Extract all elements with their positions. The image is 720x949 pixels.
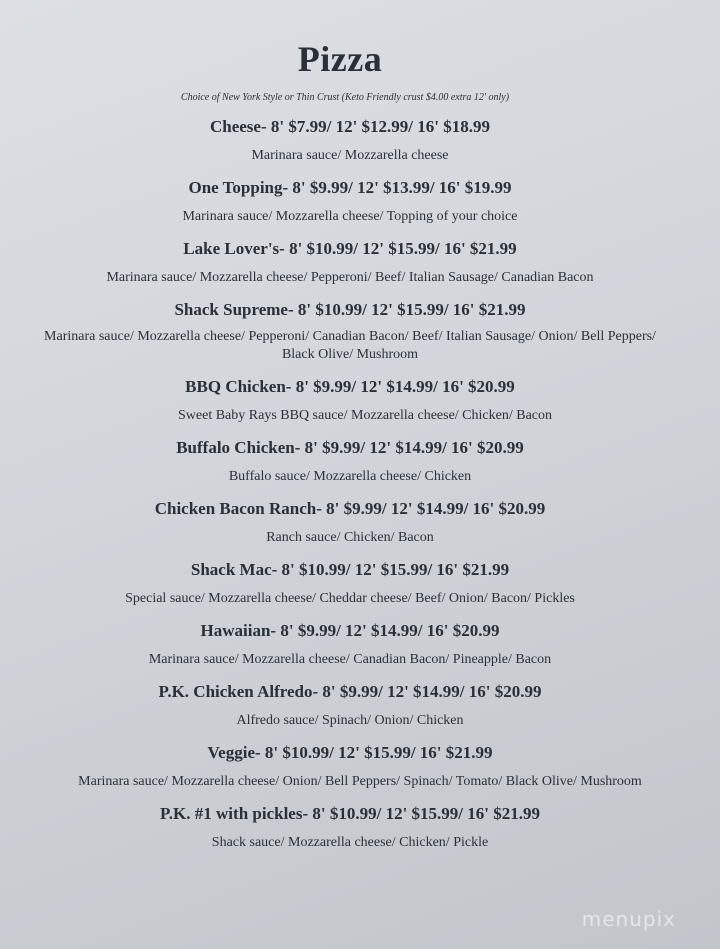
crust-note: Choice of New York Style or Thin Crust (Keto Friendly crust $4.00 extra 12' only) (180, 92, 510, 103)
menu-item-cheese (0, 112, 700, 173)
item-description: Special sauce/ Mozzarella cheese/ Cheddar cheese/ Beef/ Onion/ Bacon/ Pickles (125, 591, 575, 606)
menu-item-veggie (0, 738, 700, 799)
menu-item-pk-chicken-alfredo (0, 677, 700, 738)
menu-item-buffalo-chicken (0, 433, 700, 494)
item-description: Shack sauce/ Mozzarella cheese/ Chicken/ Pickle (211, 835, 489, 850)
item-name: Chicken Bacon Ranch- 8' $9.99/ 12' $14.99/ 16' $20.99 (154, 499, 546, 518)
item-name: Veggie- 8' $10.99/ 12' $15.99/ 16' $21.99 (207, 743, 493, 762)
item-description: Ranch sauce/ Chicken/ Bacon (266, 530, 434, 545)
item-name: Shack Mac- 8' $10.99/ 12' $15.99/ 16' $21.99 (190, 560, 510, 579)
item-name: Shack Supreme- 8' $10.99/ 12' $15.99/ 16' $21.99 (174, 300, 526, 319)
menu-item-shack-supreme (0, 295, 700, 372)
watermark-logo: menupix (581, 907, 676, 931)
menu-item-lake-lovers (0, 234, 700, 295)
menu-item-hawaiian (0, 616, 700, 677)
item-name: Buffalo Chicken- 8' $9.99/ 12' $14.99/ 16' $20.99 (176, 438, 524, 457)
item-name: Lake Lover's- 8' $10.99/ 12' $15.99/ 16' $21.99 (183, 239, 517, 258)
item-description: Sweet Baby Rays BBQ sauce/ Mozzarella cheese/ Chicken/ Bacon (178, 408, 552, 423)
menu-item-chicken-bacon-ranch (0, 494, 700, 555)
item-description: Marinara sauce/ Mozzarella cheese (251, 148, 449, 163)
page-title: Pizza (297, 39, 383, 79)
menu-items (0, 112, 700, 860)
item-name: One Topping- 8' $9.99/ 12' $13.99/ 16' $19.99 (188, 178, 512, 197)
menu-item-bbq-chicken (0, 372, 700, 433)
item-description: Alfredo sauce/ Spinach/ Onion/ Chicken (236, 713, 464, 728)
item-description: Marinara sauce/ Mozzarella cheese/ Topping of your choice (182, 209, 518, 224)
item-description: Marinara sauce/ Mozzarella cheese/ Pepperoni/ Canadian Bacon/ Beef/ Italian Sausage/ Onion/ Bell Peppers/ Black Olive/ Mushroom (44, 329, 656, 362)
item-name: Hawaiian- 8' $9.99/ 12' $14.99/ 16' $20.99 (200, 621, 500, 640)
item-description: Buffalo sauce/ Mozzarella cheese/ Chicken (228, 469, 472, 484)
item-name: P.K. #1 with pickles- 8' $10.99/ 12' $15.99/ 16' $21.99 (159, 804, 540, 823)
menu-item-shack-mac (0, 555, 700, 616)
item-description: Marinara sauce/ Mozzarella cheese/ Onion/ Bell Peppers/ Spinach/ Tomato/ Black Olive/ Mushroom (78, 774, 642, 789)
menu-item-pk-1-with-pickles (0, 799, 700, 860)
item-description: Marinara sauce/ Mozzarella cheese/ Pepperoni/ Beef/ Italian Sausage/ Canadian Bacon (106, 270, 594, 285)
item-description: Marinara sauce/ Mozzarella cheese/ Canadian Bacon/ Pineapple/ Bacon (148, 652, 552, 667)
item-name: Cheese- 8' $7.99/ 12' $12.99/ 16' $18.99 (209, 117, 490, 136)
menu-item-one-topping (0, 173, 700, 234)
item-name: BBQ Chicken- 8' $9.99/ 12' $14.99/ 16' $20.99 (185, 377, 515, 396)
item-name: P.K. Chicken Alfredo- 8' $9.99/ 12' $14.99/ 16' $20.99 (158, 682, 542, 701)
